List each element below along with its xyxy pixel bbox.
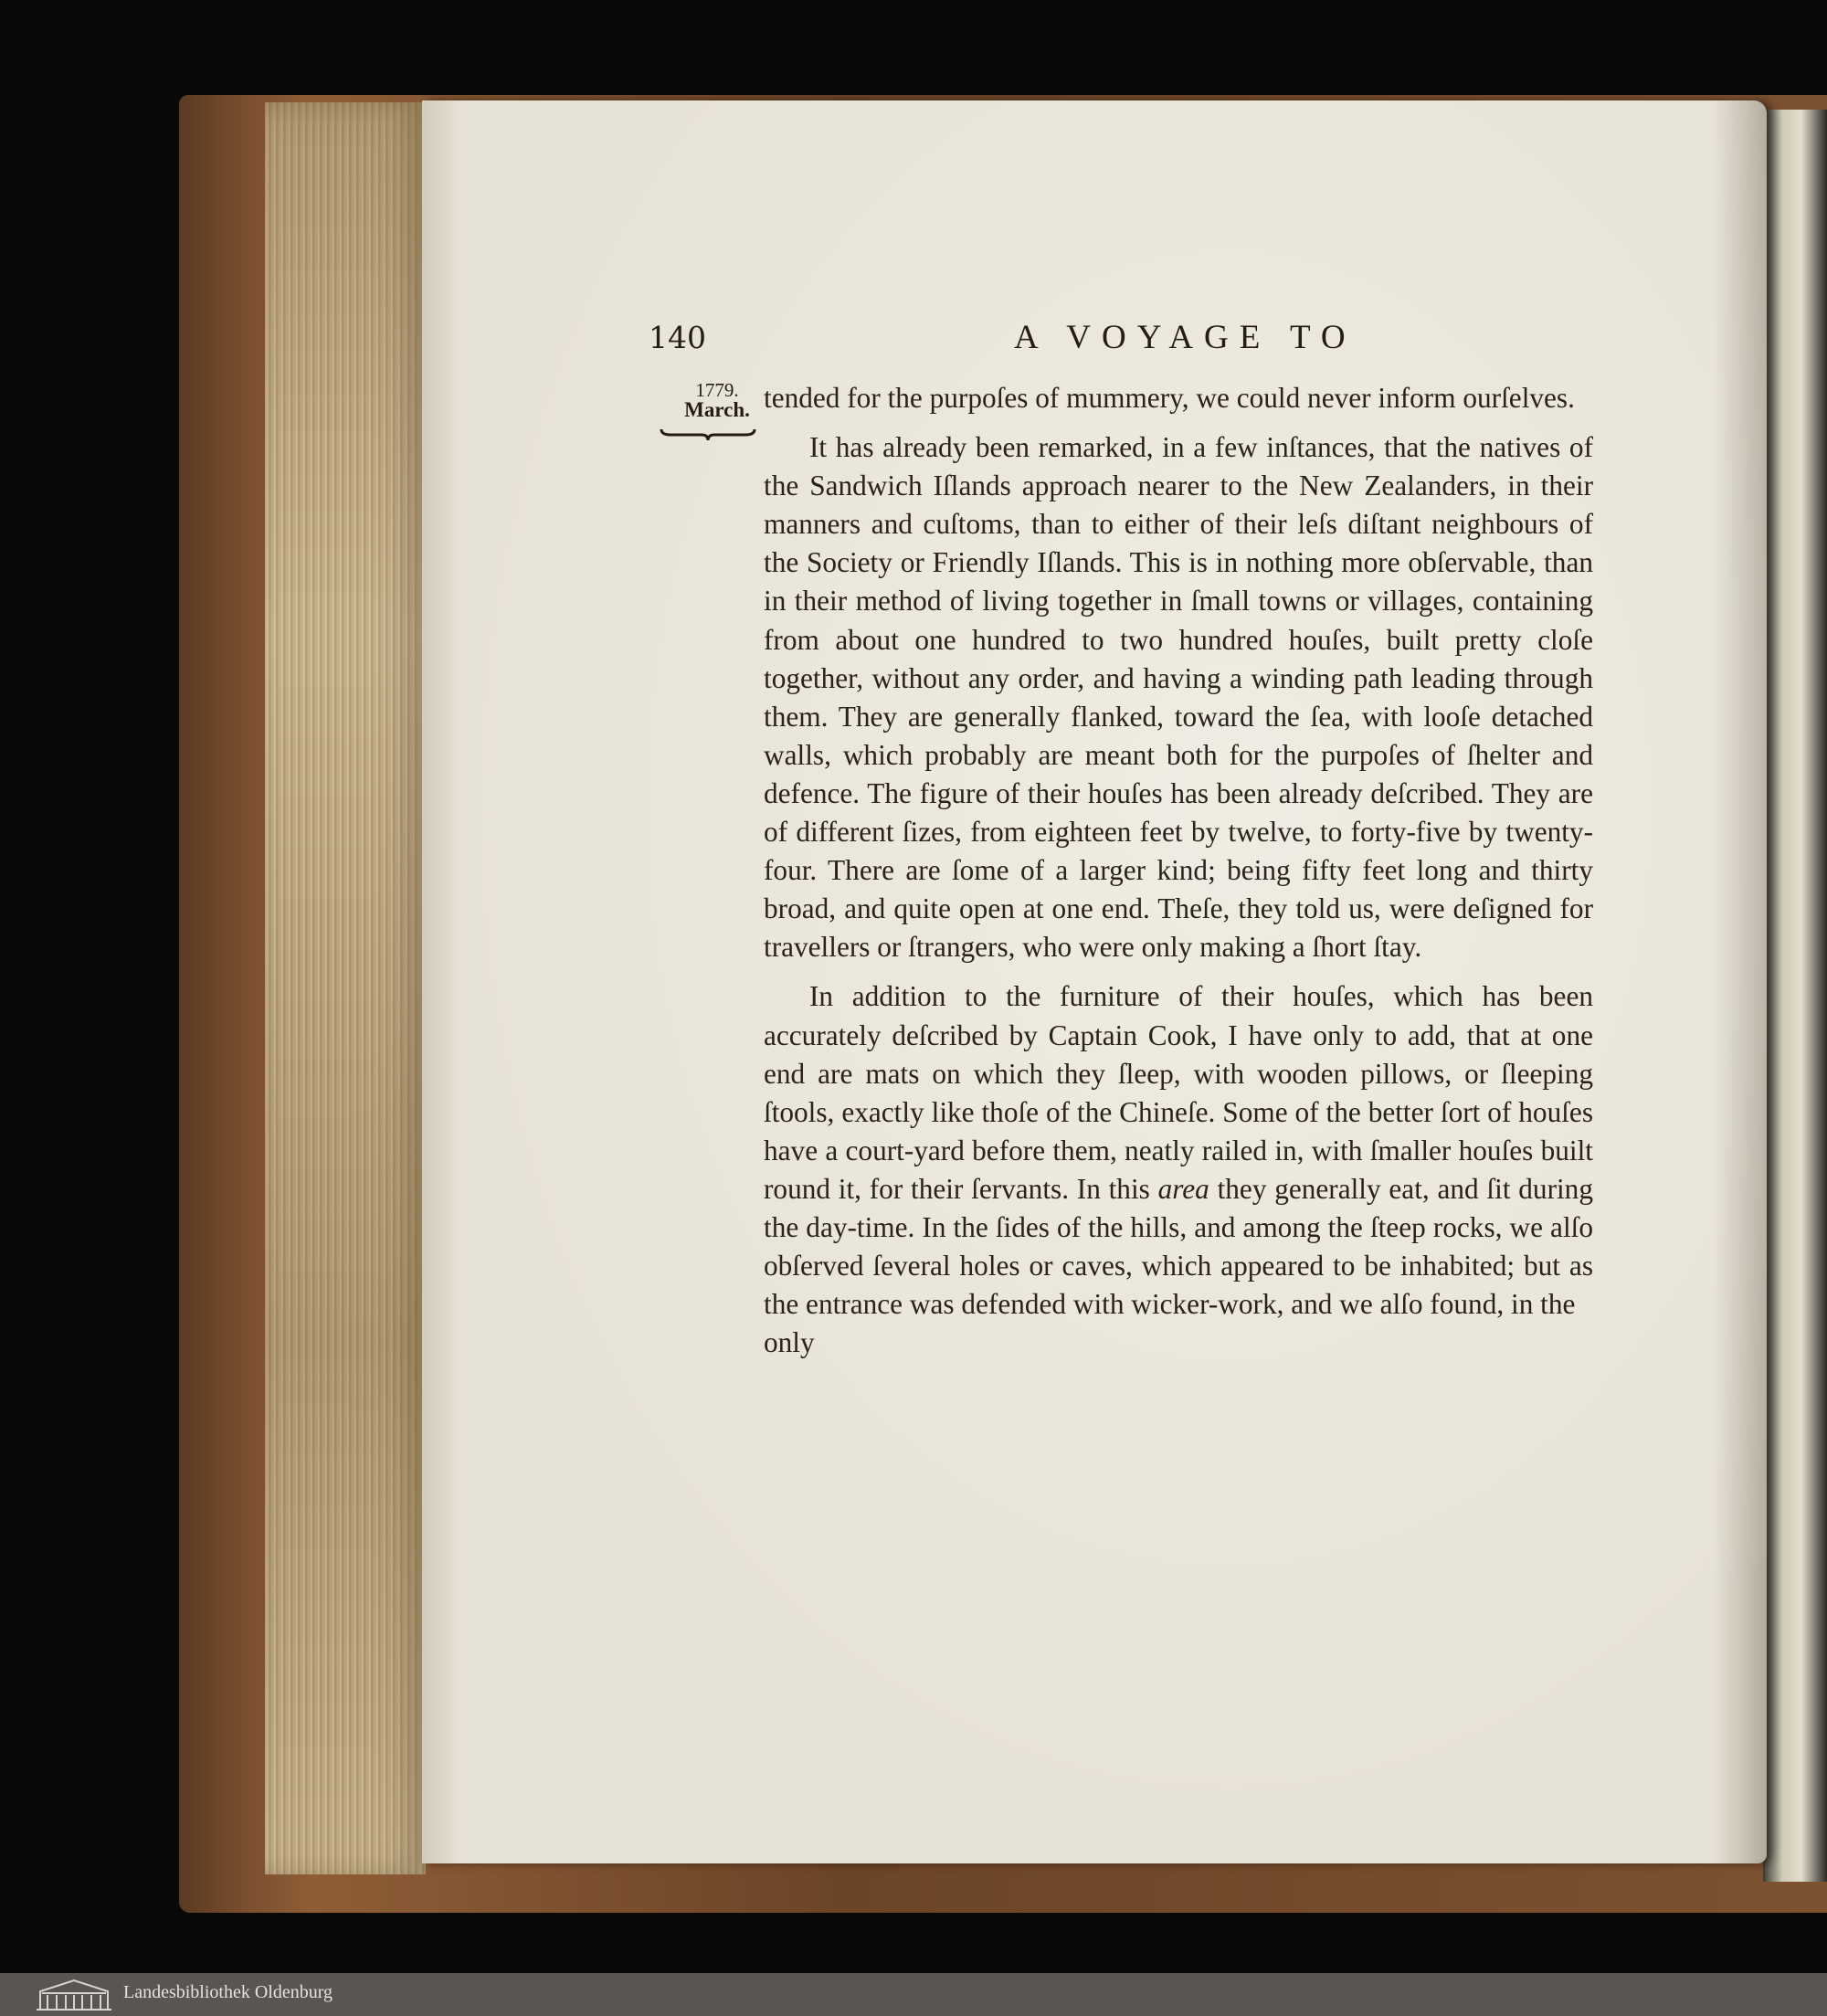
italic-term: area <box>1157 1172 1209 1205</box>
paragraph-text: In addition to the furniture of their houſes, which has been accurately deſcribed by Captain Cook, I have only to add, that at one end are mats on which they ſleep, with wooden pillows, or ſleeping ſtools, exactly like thoſe of the Chineſe. Some of the better ſort of houſes have a court-yard before them, neatly railed in, with ſmaller houſes built round it, for their ſervants. In this <box>764 980 1593 1205</box>
right-board <box>1763 110 1827 1882</box>
page-edges <box>265 102 426 1874</box>
page-number: 140 <box>649 320 706 355</box>
margin-year: 1779. <box>695 379 739 401</box>
footer-bar <box>0 1973 1827 2016</box>
paragraph: It has already been remarked, in a few inſtances, that the natives of the Sandwich Iſlands approach nearer to the New Zealanders, in their manners and cuſtoms, than to either of their leſs diſtant neighbours of the Society or Friendly Iſlands. This is in nothing more obſervable, than in their method of living together in ſmall towns or villages, containing from about one hundred to two hundred houſes, built pretty cloſe together, without any order, and having a winding path leading through them. They are generally flanked, toward the ſea, with looſe detached walls, which probably are meant both for the purpoſes of ſhelter and defence. The figure of their houſes has been already deſcribed. They are of different ſizes, from eighteen feet by twelve, to forty-five by twenty-four. There are ſome of a larger kind; being fifty feet long and thirty broad, and quite open at one end. Theſe, they told us, were deſigned for travellers or ſtrangers, who were only making a ſhort ſtay. <box>764 431 1593 964</box>
library-name: Landesbibliothek Oldenburg <box>123 1982 333 2002</box>
library-building-icon <box>35 1979 113 2011</box>
catchword: only <box>764 1326 815 1359</box>
margin-note <box>658 380 776 442</box>
paragraph-text: they generally eat, and ſit during the day-time. In the ſides of the hills, and among the ſteep rocks, we alſo obſerved ſeveral holes or caves, which appeared to be inhabited; but as the entrance was defended with wicker-work, and we alſo found, in the <box>764 1172 1593 1321</box>
running-head: A VOYAGE TO <box>1014 319 1357 356</box>
margin-month: March. <box>684 398 750 421</box>
body-text <box>764 379 1593 1362</box>
paragraph-continued: tended for the purpoſes of mummery, we could never inform ourſelves. <box>764 382 1575 414</box>
paragraph-last <box>764 977 1593 1324</box>
brace-icon <box>658 426 758 442</box>
